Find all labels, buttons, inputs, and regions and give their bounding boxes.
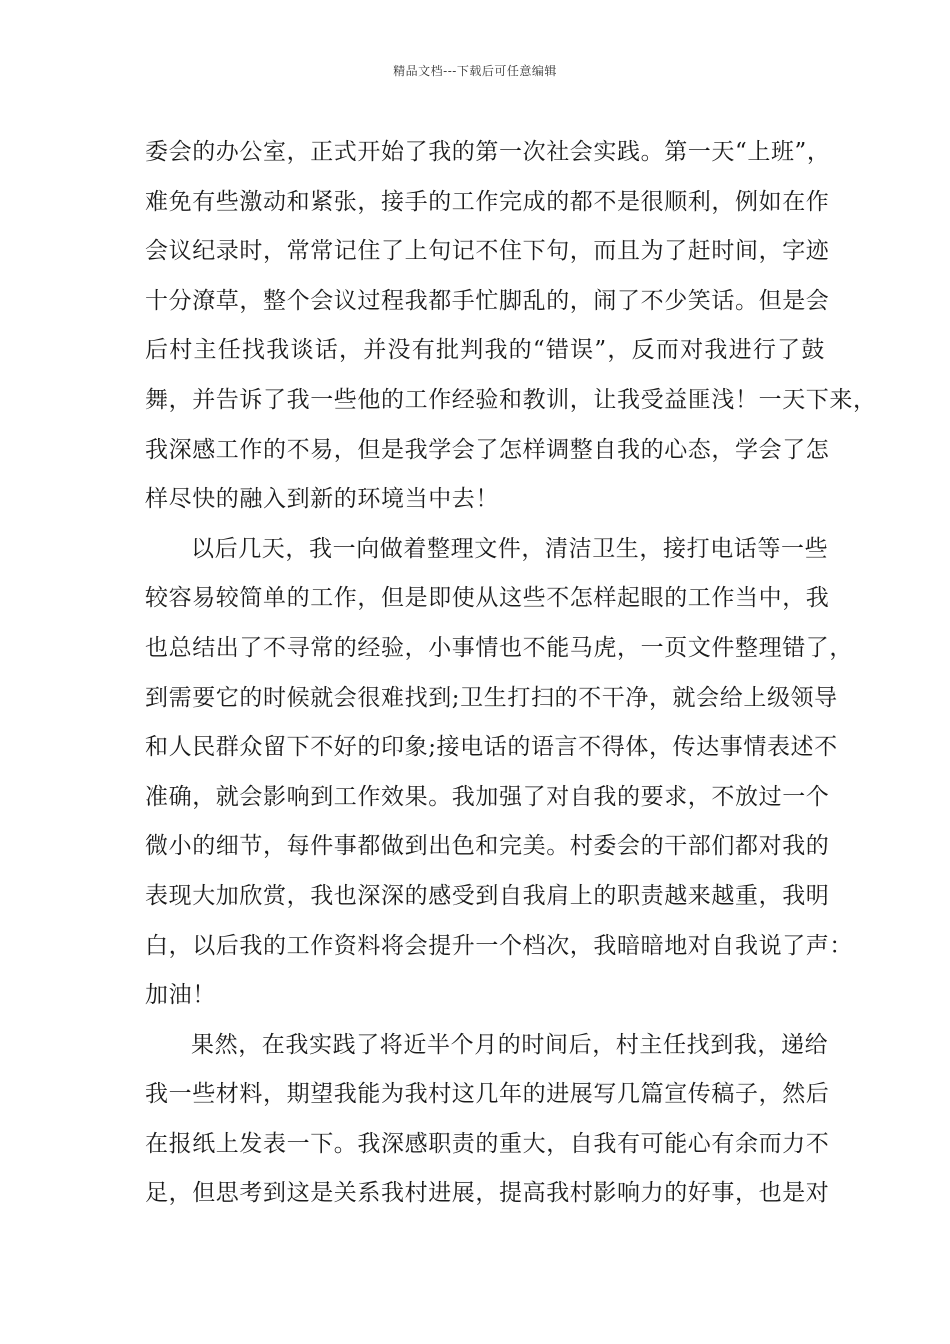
text-line: 果然，在我实践了将近半个月的时间后，村主任找到我，递给 — [191, 1031, 829, 1058]
text-line: 我一些材料，期望我能为我村这几年的进展写几篇宣传稿子，然后 — [145, 1081, 830, 1108]
page-header: 精品文档---下载后可任意编辑 — [393, 64, 557, 78]
text-line: 难免有些激动和紧张，接手的工作完成的都不是很顺利，例如在作 — [145, 188, 830, 215]
text-line: 样尽快的融入到新的环境当中去！ — [145, 486, 499, 513]
text-line: 也总结出了不寻常的经验，小事情也不能马虎，一页文件整理错了， — [145, 634, 853, 661]
text-line: 委会的办公室，正式开始了我的第一次社会实践。第一天“上班”， — [145, 139, 831, 165]
text-line: 微小的细节，每件事都做到出色和完美。村委会的干部们都对我的 — [145, 833, 830, 860]
text-line: 舞，并告诉了我一些他的工作经验和教训，让我受益匪浅！一天下来， — [145, 386, 877, 413]
text-line: 加油！ — [145, 982, 216, 1009]
text-line: 表现大加欣赏，我也深深的感受到自我肩上的职责越来越重，我明 — [145, 882, 830, 909]
text-line: 后村主任找我谈话，并没有批判我的“错误”，反而对我进行了鼓 — [145, 337, 825, 364]
text-line: 以后几天，我一向做着整理文件，清洁卫生，接打电话等一些 — [191, 535, 829, 562]
text-line: 十分潦草，整个会议过程我都手忙脚乱的，闹了不少笑话。但是会 — [145, 287, 830, 314]
text-line: 较容易较简单的工作，但是即使从这些不怎样起眼的工作当中，我 — [145, 585, 830, 612]
text-line: 足，但思考到这是关系我村进展，提高我村影响力的好事，也是对 — [145, 1180, 830, 1207]
text-line: 会议纪录时，常常记住了上句记不住下句，而且为了赶时间，字迹 — [145, 238, 830, 265]
body-text — [145, 128, 877, 1219]
text-line: 和人民群众留下不好的印象;接电话的语言不得体，传达事情表述不 — [145, 734, 838, 761]
text-line: 准确，就会影响到工作效果。我加强了对自我的要求，不放过一个 — [145, 783, 830, 810]
text-line: 到需要它的时候就会很难找到;卫生打扫的不干净，就会给上级领导 — [145, 684, 838, 711]
text-line: 在报纸上发表一下。我深感职责的重大，自我有可能心有余而力不 — [145, 1130, 830, 1157]
text-line: 白，以后我的工作资料将会提升一个档次，我暗暗地对自我说了声： — [145, 932, 853, 959]
text-line: 我深感工作的不易，但是我学会了怎样调整自我的心态，学会了怎 — [145, 436, 830, 463]
